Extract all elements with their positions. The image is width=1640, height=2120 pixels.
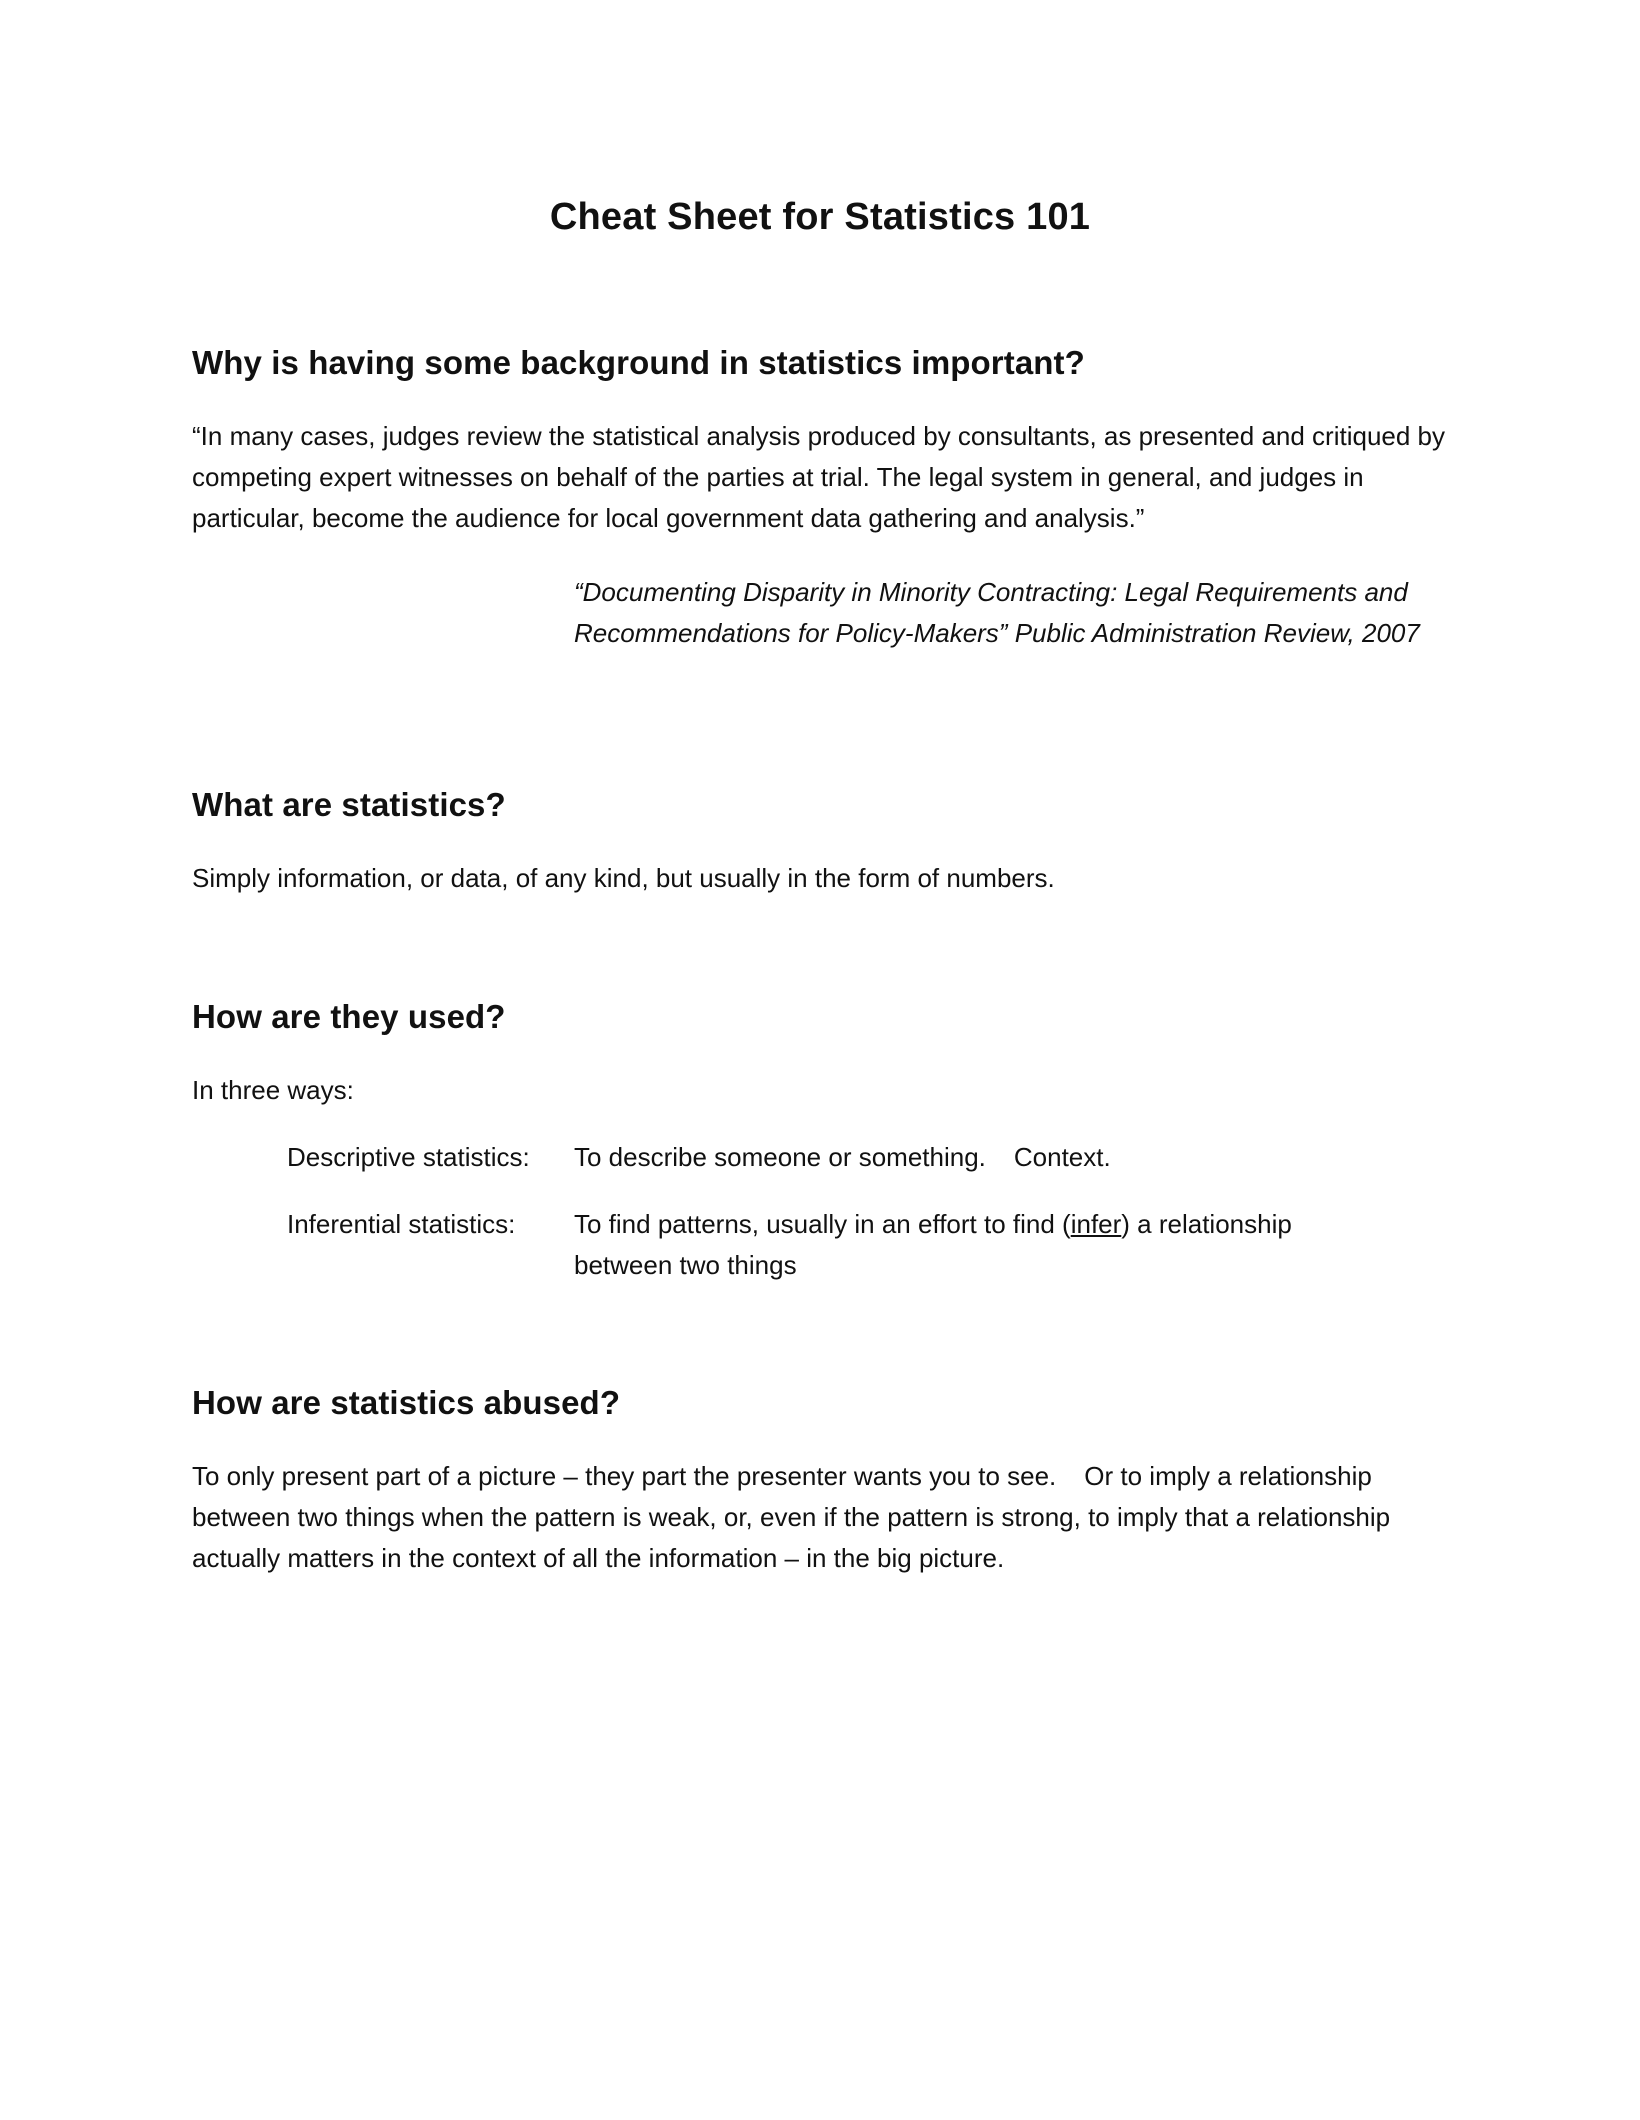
way-term: Descriptive statistics:	[287, 1142, 530, 1172]
way-definition	[574, 1137, 1374, 1204]
document-title: Cheat Sheet for Statistics 101	[549, 196, 1091, 238]
section-heading-importance: Why is having some background in statistics important?	[192, 344, 1085, 381]
way-definition-text: To describe someone or something.	[574, 1142, 986, 1172]
section-heading-abused: How are statistics abused?	[192, 1384, 621, 1421]
section-heading-how-used: How are they used?	[192, 998, 506, 1035]
how-used-intro: In three ways:	[192, 1075, 354, 1105]
way-definition-before: To find patterns, usually in an effort to find (	[574, 1209, 1071, 1239]
way-row-inferential	[287, 1204, 1374, 1312]
section-how-used	[192, 998, 1452, 1312]
abused-body-part2: Or to imply a relationship between two things when the pattern is weak, or, even if the pattern is strong, to imply that a relationship actually matters in the context of all the information – in the big picture.	[192, 1461, 1391, 1573]
way-definition	[574, 1204, 1374, 1312]
way-row-descriptive	[287, 1137, 1374, 1204]
ways-table	[287, 1137, 1374, 1312]
importance-quote: “In many cases, judges review the statistical analysis produced by consultants, as presented and critiqued by competing expert witnesses on behalf of the parties at trial. The legal system in general, and judges in particular, become the audience for local government data gathering and analysis.”	[192, 421, 1446, 533]
way-definition-underlined: infer	[1070, 1209, 1122, 1239]
section-importance	[192, 344, 1452, 539]
importance-citation: “Documenting Disparity in Minority Contracting: Legal Requirements and Recommendations for Policy-Makers” Public Administration Review, 2007	[574, 577, 1420, 648]
way-term: Inferential statistics:	[287, 1209, 516, 1239]
what-body: Simply information, or data, of any kind, but usually in the form of numbers.	[192, 863, 1055, 893]
abused-body-part1: To only present part of a picture – they part the presenter wants you to see.	[192, 1461, 1057, 1491]
section-abused	[192, 1384, 1452, 1579]
section-heading-what: What are statistics?	[192, 786, 506, 823]
way-definition-extra: Context.	[1013, 1142, 1111, 1172]
section-what	[192, 786, 1452, 899]
abused-body	[192, 1456, 1452, 1579]
way-definition-after: ) a relationship between two things	[574, 1209, 1292, 1280]
